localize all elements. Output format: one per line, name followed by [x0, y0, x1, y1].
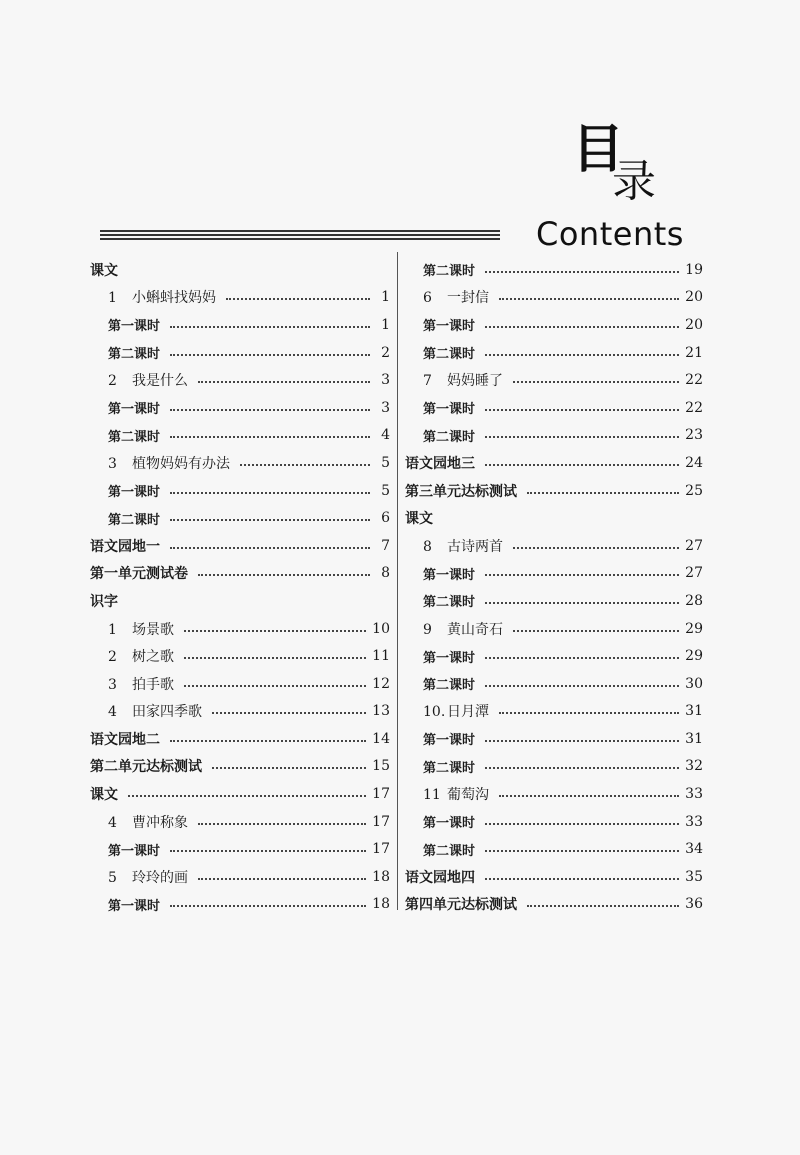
toc-lesson-number: 1: [108, 290, 117, 307]
dot-leader: [485, 464, 679, 466]
toc-lesson-number: 4: [108, 814, 117, 831]
toc-entry[interactable]: [90, 449, 390, 477]
dot-leader: [170, 326, 370, 328]
toc-lesson-title: 拍手歌: [132, 676, 174, 693]
toc-lesson-number: 11: [423, 787, 441, 804]
toc-period-label: 第一课时: [108, 485, 161, 501]
toc-entry[interactable]: [90, 560, 390, 588]
toc-lesson-title: 小蝌蚪找妈妈: [132, 290, 216, 307]
toc-lesson: [90, 674, 174, 694]
toc-page-number: 2: [381, 344, 390, 361]
toc-page-number: 13: [372, 703, 390, 720]
toc-section-title: 语文园地二: [90, 731, 160, 748]
toc-lesson-number: 5: [108, 869, 117, 886]
toc-lesson-number: 10.: [423, 704, 446, 721]
toc-section-title: 语文园地三: [405, 455, 475, 472]
toc-entry[interactable]: [90, 339, 390, 367]
dot-leader: [485, 850, 679, 852]
dot-leader: [485, 436, 679, 438]
toc-entry[interactable]: [90, 256, 390, 284]
toc-section-header: 课文: [405, 511, 433, 528]
toc-lesson: [90, 646, 174, 666]
toc-page-number: 23: [685, 427, 703, 444]
dot-leader: [170, 436, 370, 438]
dot-leader: [499, 298, 679, 300]
toc-page-number: 18: [372, 896, 390, 913]
toc-page-number: 22: [685, 399, 703, 416]
toc-entry[interactable]: [405, 394, 703, 422]
toc-lesson-title: 葡萄沟: [447, 787, 489, 804]
dot-leader: [184, 657, 366, 659]
dot-leader: [485, 685, 679, 687]
dot-leader: [184, 630, 366, 632]
toc-lesson: [405, 287, 489, 307]
toc-section-title: 第二单元达标测试: [90, 759, 202, 776]
toc-page-number: 33: [685, 813, 703, 830]
toc-page-number: 14: [372, 730, 390, 747]
toc-lesson-title: 玲玲的画: [132, 869, 188, 886]
toc-page-number: 6: [381, 510, 390, 527]
title-char-mu: 目: [572, 120, 625, 180]
toc-lesson-number: 2: [108, 649, 117, 666]
dot-leader: [170, 905, 366, 907]
toc-entry[interactable]: [405, 891, 703, 919]
toc-page-number: 3: [381, 372, 390, 389]
toc-lesson-title: 树之歌: [132, 649, 174, 666]
toc-period-label: 第二课时: [423, 264, 476, 280]
toc-page-number: 5: [381, 482, 390, 499]
toc-period-label: 第二课时: [423, 843, 476, 859]
toc-section-header: 识字: [90, 593, 118, 610]
toc-entry[interactable]: [90, 504, 390, 532]
title-rules: [100, 230, 500, 244]
toc-entry[interactable]: [90, 808, 390, 836]
toc-entry[interactable]: [405, 780, 703, 808]
toc-lesson-number: 8: [423, 538, 432, 555]
toc-entry[interactable]: [90, 698, 390, 726]
toc-page-number: 34: [685, 841, 703, 858]
toc-lesson: [90, 812, 188, 832]
toc-entry[interactable]: [405, 863, 703, 891]
toc-lesson-number: 1: [108, 621, 117, 638]
toc-page-number: 35: [685, 868, 703, 885]
toc-page-number: 27: [685, 565, 703, 582]
toc-entry[interactable]: [405, 725, 703, 753]
dot-leader: [485, 823, 679, 825]
toc-lesson-number: 9: [423, 621, 432, 638]
toc-left-column: [90, 256, 390, 918]
toc-page-number: 36: [685, 896, 703, 913]
toc-lesson-title: 日月潭: [447, 704, 489, 721]
toc-period-label: 第二课时: [423, 595, 476, 611]
toc-page-number: 31: [685, 730, 703, 747]
toc-page-number: 4: [381, 427, 390, 444]
toc-entry[interactable]: [90, 532, 390, 560]
toc-entry[interactable]: [90, 863, 390, 891]
toc-entry[interactable]: [90, 615, 390, 643]
dot-leader: [198, 823, 366, 825]
column-divider: [397, 252, 398, 910]
dot-leader: [170, 740, 366, 742]
toc-page-number: 24: [685, 454, 703, 471]
toc-entry[interactable]: [405, 532, 703, 560]
dot-leader: [170, 492, 370, 494]
dot-leader: [198, 574, 370, 576]
toc-entry[interactable]: [405, 422, 703, 450]
toc-entry[interactable]: [405, 642, 703, 670]
toc-period-label: 第一课时: [108, 402, 161, 418]
toc-lesson-title: 田家四季歌: [132, 704, 202, 721]
toc-page-number: 28: [685, 592, 703, 609]
dot-leader: [513, 381, 679, 383]
toc-period-label: 第二课时: [423, 678, 476, 694]
toc-right-column: [405, 256, 703, 918]
toc-lesson-title: 植物妈妈有办法: [132, 455, 230, 472]
toc-page-number: 33: [685, 786, 703, 803]
toc-lesson: [90, 287, 216, 307]
toc-section-title: 课文: [90, 787, 118, 804]
toc-page-number: 18: [372, 868, 390, 885]
toc-page-number: 11: [372, 648, 390, 665]
toc-entry[interactable]: [90, 477, 390, 505]
dot-leader: [513, 630, 679, 632]
dot-leader: [499, 795, 679, 797]
dot-leader: [499, 712, 679, 714]
dot-leader: [212, 767, 366, 769]
toc-entry[interactable]: [90, 891, 390, 919]
toc-entry[interactable]: [405, 670, 703, 698]
toc-lesson: [90, 701, 202, 721]
toc-lesson-number: 7: [423, 373, 432, 390]
dot-leader: [170, 850, 366, 852]
toc-entry[interactable]: [90, 422, 390, 450]
toc-entry[interactable]: [405, 560, 703, 588]
dot-leader: [128, 795, 366, 797]
toc-page-number: 1: [381, 316, 390, 333]
title-contents: Contents: [536, 215, 684, 253]
dot-leader: [485, 767, 679, 769]
toc-lesson-title: 黄山奇石: [447, 621, 503, 638]
toc-entry[interactable]: [405, 366, 703, 394]
toc-lesson: [90, 453, 230, 473]
toc-page-number: 27: [685, 537, 703, 554]
toc-page-number: 20: [685, 316, 703, 333]
dot-leader: [485, 740, 679, 742]
toc-lesson-title: 古诗两首: [447, 538, 503, 555]
toc-page-number: 12: [372, 675, 390, 692]
toc-entry[interactable]: [405, 504, 703, 532]
toc-entry[interactable]: [405, 615, 703, 643]
toc-entry[interactable]: [405, 835, 703, 863]
dot-leader: [527, 905, 679, 907]
toc-lesson: [90, 619, 174, 639]
toc-entry[interactable]: [405, 284, 703, 312]
toc-period-label: 第二课时: [423, 760, 476, 776]
toc-entry[interactable]: [405, 311, 703, 339]
toc-entry[interactable]: [90, 284, 390, 312]
toc-entry[interactable]: [90, 725, 390, 753]
dot-leader: [170, 409, 370, 411]
toc-section-header: 课文: [90, 262, 118, 279]
toc-page-number: 19: [685, 261, 703, 278]
toc-page-number: 32: [685, 758, 703, 775]
toc-entry[interactable]: [405, 808, 703, 836]
toc-lesson-title: 妈妈睡了: [447, 373, 503, 390]
toc-entry[interactable]: [90, 366, 390, 394]
toc-lesson: [90, 370, 188, 390]
toc-page-number: 30: [685, 675, 703, 692]
dot-leader: [485, 878, 679, 880]
toc-page-number: 22: [685, 372, 703, 389]
toc-entry[interactable]: [90, 780, 390, 808]
toc-entry[interactable]: [90, 394, 390, 422]
toc-page-number: 21: [685, 344, 703, 361]
toc-page-number: 29: [685, 648, 703, 665]
toc-page-number: 25: [685, 482, 703, 499]
dot-leader: [226, 298, 370, 300]
toc-entry[interactable]: [405, 449, 703, 477]
title-char-lu: 录: [612, 156, 656, 207]
dot-leader: [184, 685, 366, 687]
toc-entry[interactable]: [405, 753, 703, 781]
toc-section-title: 语文园地一: [90, 538, 160, 555]
toc-lesson-title: 场景歌: [132, 621, 174, 638]
dot-leader: [485, 602, 679, 604]
dot-leader: [198, 381, 370, 383]
toc-section-title: 第四单元达标测试: [405, 897, 517, 914]
dot-leader: [485, 354, 679, 356]
toc-entry[interactable]: [405, 698, 703, 726]
toc-entry[interactable]: [405, 256, 703, 284]
dot-leader: [485, 574, 679, 576]
dot-leader: [170, 354, 370, 356]
toc-entry[interactable]: [90, 642, 390, 670]
toc-page-number: 17: [372, 813, 390, 830]
dot-leader: [170, 519, 370, 521]
dot-leader: [212, 712, 366, 714]
toc-period-label: 第二课时: [423, 429, 476, 445]
toc-lesson-number: 4: [108, 704, 117, 721]
toc-entry[interactable]: [90, 753, 390, 781]
dot-leader: [527, 492, 679, 494]
toc-period-label: 第一课时: [423, 733, 476, 749]
dot-leader: [170, 547, 370, 549]
toc-page-number: 3: [381, 399, 390, 416]
toc-page-number: 1: [381, 289, 390, 306]
toc-entry[interactable]: [405, 339, 703, 367]
toc-page-number: 8: [381, 565, 390, 582]
toc-lesson-title: 一封信: [447, 290, 489, 307]
toc-page-number: 20: [685, 289, 703, 306]
toc-lesson-title: 我是什么: [132, 373, 188, 390]
toc-period-label: 第二课时: [108, 429, 161, 445]
dot-leader: [513, 547, 679, 549]
toc-lesson: [405, 370, 503, 390]
toc-entry[interactable]: [90, 587, 390, 615]
toc-page-number: 29: [685, 620, 703, 637]
dot-leader: [198, 878, 366, 880]
dot-leader: [240, 464, 370, 466]
toc-section-title: 第一单元测试卷: [90, 566, 188, 583]
toc-period-label: 第二课时: [108, 512, 161, 528]
toc-period-label: 第二课时: [108, 347, 161, 363]
toc-period-label: 第一课时: [108, 319, 161, 335]
toc-period-label: 第一课时: [423, 816, 476, 832]
toc-page-number: 31: [685, 703, 703, 720]
toc-entry[interactable]: [405, 477, 703, 505]
toc-entry[interactable]: [90, 670, 390, 698]
toc-page-number: 7: [381, 537, 390, 554]
toc-entry[interactable]: [90, 311, 390, 339]
toc-page-number: 5: [381, 454, 390, 471]
toc-lesson: [405, 784, 489, 804]
dot-leader: [485, 326, 679, 328]
toc-lesson-number: 3: [108, 676, 117, 693]
toc-period-label: 第一课时: [423, 650, 476, 666]
toc-period-label: 第一课时: [108, 843, 161, 859]
toc-period-label: 第一课时: [108, 898, 161, 914]
toc-period-label: 第一课时: [423, 567, 476, 583]
toc-section-title: 语文园地四: [405, 869, 475, 886]
toc-lesson: [405, 619, 503, 639]
dot-leader: [485, 271, 679, 273]
toc-lesson-number: 3: [108, 455, 117, 472]
toc-lesson: [405, 701, 489, 721]
toc-page-number: 15: [372, 758, 390, 775]
toc-page-number: 17: [372, 786, 390, 803]
dot-leader: [485, 409, 679, 411]
toc-page-number: 10: [372, 620, 390, 637]
toc-period-label: 第一课时: [423, 402, 476, 418]
dot-leader: [485, 657, 679, 659]
toc-lesson: [405, 536, 503, 556]
toc-lesson-title: 曹冲称象: [132, 814, 188, 831]
toc-entry[interactable]: [405, 587, 703, 615]
toc-lesson-number: 2: [108, 373, 117, 390]
toc-section-title: 第三单元达标测试: [405, 483, 517, 500]
toc-page-number: 17: [372, 841, 390, 858]
toc-lesson: [90, 867, 188, 887]
toc-lesson-number: 6: [423, 290, 432, 307]
toc-period-label: 第二课时: [423, 347, 476, 363]
toc-period-label: 第一课时: [423, 319, 476, 335]
toc-entry[interactable]: [90, 835, 390, 863]
